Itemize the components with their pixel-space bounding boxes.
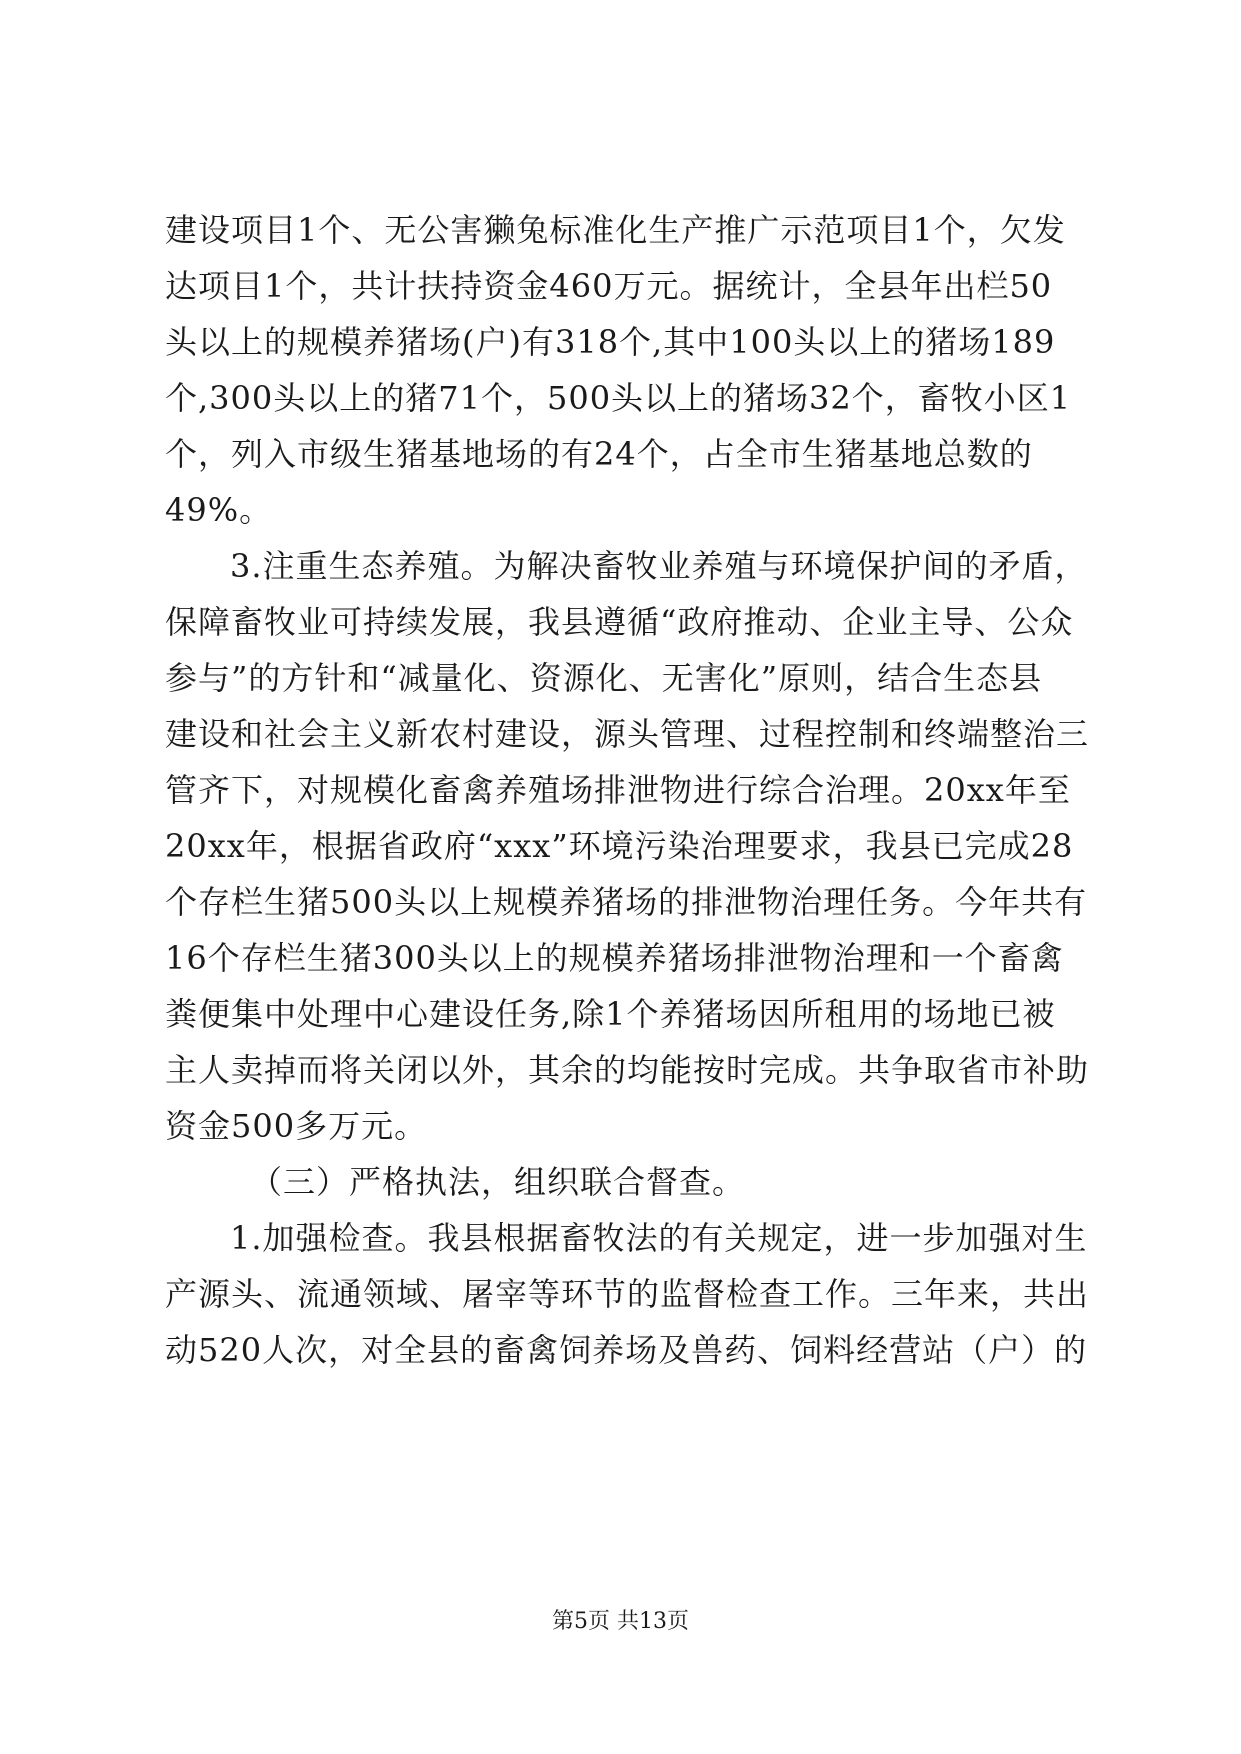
paragraph-line: 产源头、流通领域、屠宰等环节的监督检查工作。三年来，共出 [165, 1275, 1090, 1313]
paragraph-line: 20xx年，根据省政府“xxx”环境污染治理要求，我县已完成28 [165, 827, 1074, 865]
paragraph-line: 达项目1个，共计扶持资金460万元。据统计，全县年出栏50 [165, 267, 1053, 305]
paragraph-line: 保障畜牧业可持续发展，我县遵循“政府推动、企业主导、公众 [165, 603, 1074, 641]
paragraph-line: 1.加强检查。我县根据畜牧法的有关规定，进一步加强对生 [230, 1219, 1088, 1257]
paragraph-line: 49%。 [165, 491, 273, 529]
paragraph-line: 建设和社会主义新农村建设，源头管理、过程控制和终端整治三 [165, 715, 1090, 753]
paragraph-line: 主人卖掉而将关闭以外，其余的均能按时完成。共争取省市补助 [165, 1051, 1090, 1089]
paragraph-line: 参与”的方针和“减量化、资源化、无害化”原则，结合生态县 [165, 659, 1043, 697]
paragraph-line: 个,300头以上的猪71个，500头以上的猪场32个，畜牧小区1 [165, 379, 1072, 417]
paragraph-line: 粪便集中处理中心建设任务,除1个养猪场因所租用的场地已被 [165, 995, 1056, 1033]
paragraph-line: 个，列入市级生猪基地场的有24个，占全市生猪基地总数的 [165, 435, 1033, 473]
section-heading: （三）严格执法，组织联合督查。 [250, 1163, 746, 1201]
paragraph-line: 3.注重生态养殖。为解决畜牧业养殖与环境保护间的矛盾， [230, 547, 1088, 585]
paragraph-line: 16个存栏生猪300头以上的规模养猪场排泄物治理和一个畜禽 [165, 939, 1064, 977]
paragraph-line: 管齐下，对规模化畜禽养殖场排泄物进行综合治理。20xx年至 [165, 771, 1071, 809]
paragraph-line: 头以上的规模养猪场(户)有318个,其中100头以上的猪场189 [165, 323, 1056, 361]
paragraph-line: 资金500多万元。 [165, 1107, 428, 1145]
paragraph-line: 个存栏生猪500头以上规模养猪场的排泄物治理任务。今年共有 [165, 883, 1088, 921]
paragraph-line: 动520人次，对全县的畜禽饲养场及兽药、饲料经营站（户）的 [165, 1331, 1088, 1369]
paragraph-line: 建设项目1个、无公害獭兔标准化生产推广示范项目1个，欠发 [165, 211, 1066, 249]
page-number-footer: 第5页 共13页 [552, 1609, 689, 1634]
